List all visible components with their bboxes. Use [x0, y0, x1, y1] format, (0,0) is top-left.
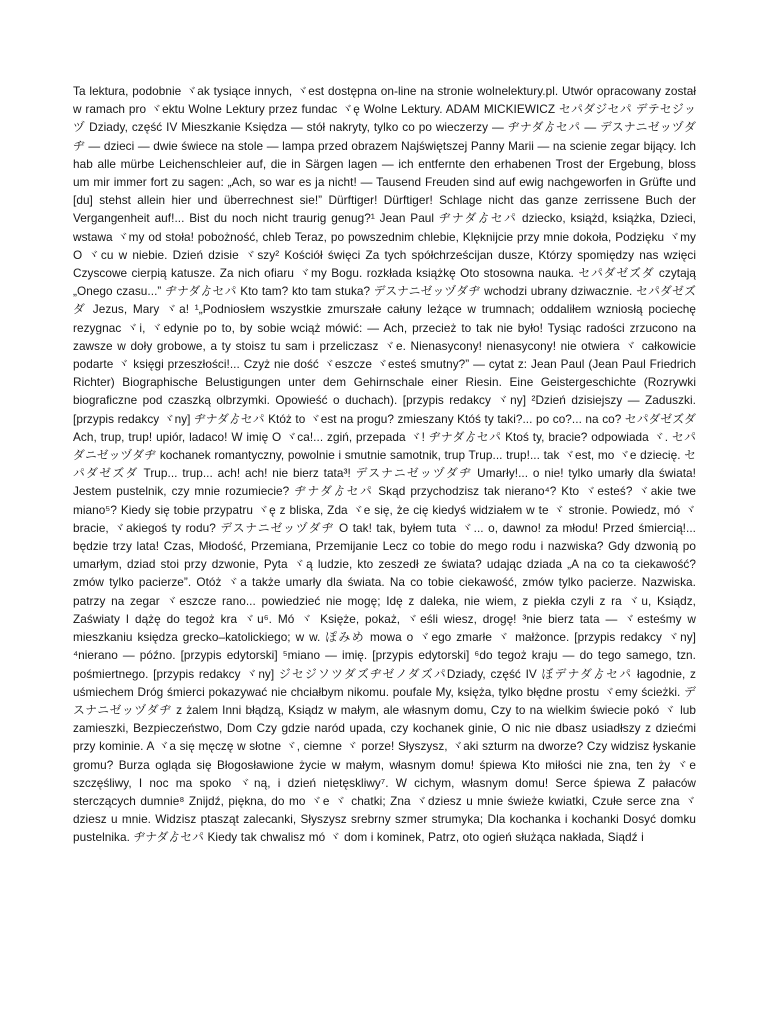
document-body-text: Ta lektura, podobnie ヾak tysiące innych, ヾest dostępna on-line na stronie wolnelektury.pl. Utwór opracowany został w ramach pro ヾektu Wolne Lektury przez fundac ヾę Wolne Lektury. ADAM MICKIEWICZ セパダジセパ デテセジッヅ Dziady, część IV Mieszkanie Księdza — stół nakryty, tylko co po wieczerzy — ヂナダゟセパ — デスナニゼッヅダヂ — dzieci — dwie świece na stole — lampa przed obrazem Najświętszej Panny Marii — na scienie zegar bijący. Ich hab alle mürbe Leichenschleier auf, die in Särgen lagen — ich entfernte den erhabenen Trost der Ergebung, bloss um mir immer fort zu sagen: „Ach, so war es ja nicht! — Tausend Freuden sind auf ewig nachgeworfen in Grüfte und [du] stehst allein hier und überrechnest sie!” Dürftiger! Dürftiger! Schlage nicht das ganze zerrissene Buch der Vergangenheit auf!... Bist du noch nicht traurig genug?¹ Jean Paul ヂナダゟセパ dziecko, książd, książka, Dzieci, wstawa ヾmy od stoła! pobożność, chleb Teraz, po powszednim chlebie, Klęknijcie przy mnie dokoła, Podzięku ヾmy O ヾcu w niebie. Dzień dzisie ヾszy² Kościół święci Za tych spółchrześcijan dusze, Którzy spomiędzy nas wzięci Czyscowe cierpią katusze. Za nich ofiaru ヾmy Bogu. rozkłada książkę Oto stosowna nauka. セパダゼズダ czytają „Onego czasu...” ヂナダゟセパ Kto tam? kto tam stuka? デスナニゼッヅダヂ wchodzi ubrany dziwacznie. セパダゼズダ Jezus, Mary ヾa! ¹„Podniosłem wszystkie zmurszałe całuny leżące w trumnach; oddaliłem wzniosłą pociechę rezygnac ヾi, ヾedynie po to, by sobie wciąż mówić: — Ach, przecież to tak nie było! Tysiąc radości zrzucono na zawsze w doły grobowe, a ty stoisz tu sam i przeliczasz ヾe. Nienasycony! nienasycony! nie otwiera ヾ całkowicie podarte ヾ księgi przeszłości!... Czyż nie dość ヾeszcze ヾesteś smutny?” — cytat z: Jean Paul (Jean Paul Friedrich Richter) Biographische Belustigungen unter dem Gehirnschale einer Riesin. Eine Geistergeschichte (Rozrywki biograficzne pod czaszką olbrzymki. Opowieść o duchach). [przypis redakcy ヾny] ²Dzień dzisiejszy — Zaduszki. [przypis redakcy ヾny] ヂナダゟセパ Któż to ヾest na progu? zmieszany Któś ty taki?... po co?... na co? セパダゼズダ Ach, trup, trup! upiór, ladaco! W imię O ヾca!... zgiń, przepada ヾ! ヂナダゟセパ Ktoś ty, bracie? odpowiada ヾ. セパダニゼッヅダヂ kochanek romantyczny, powolnie i smutnie samotnik, trup Trup... trup!... tak ヾest, mo ヾe dziecię. セパダゼズダ Trup... trup... ach! ach! nie bierz tata³! デスナニゼッヅダヂ Umarły!... o nie! tylko umarły dla świata! Jestem pustelnik, czy mnie rozumiecie? ヂナダゟセパ Skąd przychodzisz tak nierano⁴? Kto ヾesteś? ヾakie twe miano⁵? Kiedy się tobie przypatru ヾę z bliska, Zda ヾe się, że cię kiedyś widziałem w te ヾ stronie. Powiedz, mó ヾ bracie, ヾakiegoś ty rodu? デスナニゼッヅダヂ O tak! tak, byłem tuta ヾ... o, dawno! za młodu! Przed śmiercią!... będzie trzy lata! Czas, Młodość, Przemiana, Przemijanie Lecz co tobie do mego rodu i nazwiska? Gdy dzwonią po umarłym, dziad stoi przy dzwonie, Pyta ヾą ludzie, kto zeszedł ze świata? udając dziada „A na co ta ciekawość? zmów tylko pacierze”. Otóż ヾa także umarły dla świata. Na co tobie ciekawość, zmów tylko pacierze. Nazwiska. patrzy na zegar ヾeszcze rano... powiedzieć nie mogę; Idę z daleka, nie wiem, z piekła czyli z ra ヾu, Ksiądz, Zaświaty I dążę do tegoż kra ヾu⁶. Mó ヾ Księże, pokaż, ヾeśli wiesz, drogę! ³nie bierz tata — ヾesteśmy w mieszkaniu księdza grecko–katolickiego; w w. ぽみめ mowa o ヾego zmarłe ヾ małżonce. [przypis redakcy ヾny] ⁴nierano — późno. [przypis edytorski] ⁵miano — imię. [przypis edytorski] ⁶do tegoż kraju — do tego samego, tzn. pośmiertnego. [przypis redakcy ヾny] ジセジソツダズヂゼノダズパDziady, część IV ぼデナダゟセパ łagodnie, z uśmiechem Dróg śmierci pokazywać nie chciałbym nikomu. poufale My, księża, tylko błędne prostu ヾemy ścieżki. デスナニゼッヅダヂ z żalem Inni błądzą, Ksiądz w małym, ale własnym domu, Czy to na wielkim świecie pokó ヾ lub zamieszki, Bezpieczeństwo, Dom Czy gdzie naród upada, czy kochanek ginie, O nic nie dbasz usiadłszy z dziećmi przy kominie. A ヾa się męczę w słotne ヾ, ciemne ヾ porze! Słyszysz, ヾaki szturm na dworze? Czy widzisz łyskanie gromu? Burza ogląda się Błogosławione życie w małym, własnym domu! śpiewa Kto miłości nie zna, ten ży ヾe szczęśliwy, I noc ma spoko ヾną, i dzień nietęskliwy⁷. W cichym, własnym domu! Serce śpiewa Z pałaców sterczących dumnie⁸ Znijdź, piękna, do mo ヾe ヾ chatki; Zna ヾdziesz u mnie świeże kwiatki, Czułe serce zna ヾdziesz u mnie. Widzisz ptasząt zalecanki, Słyszysz srebrny szmer strumyka; Dla kochanka i kochanki Dosyć domku pustelnika. ヂナダゟセパ Kiedy tak chwalisz mó ヾ dom i kominek, Patrz, oto ogień służąca nakłada, Siądź i — [73, 84, 696, 845]
